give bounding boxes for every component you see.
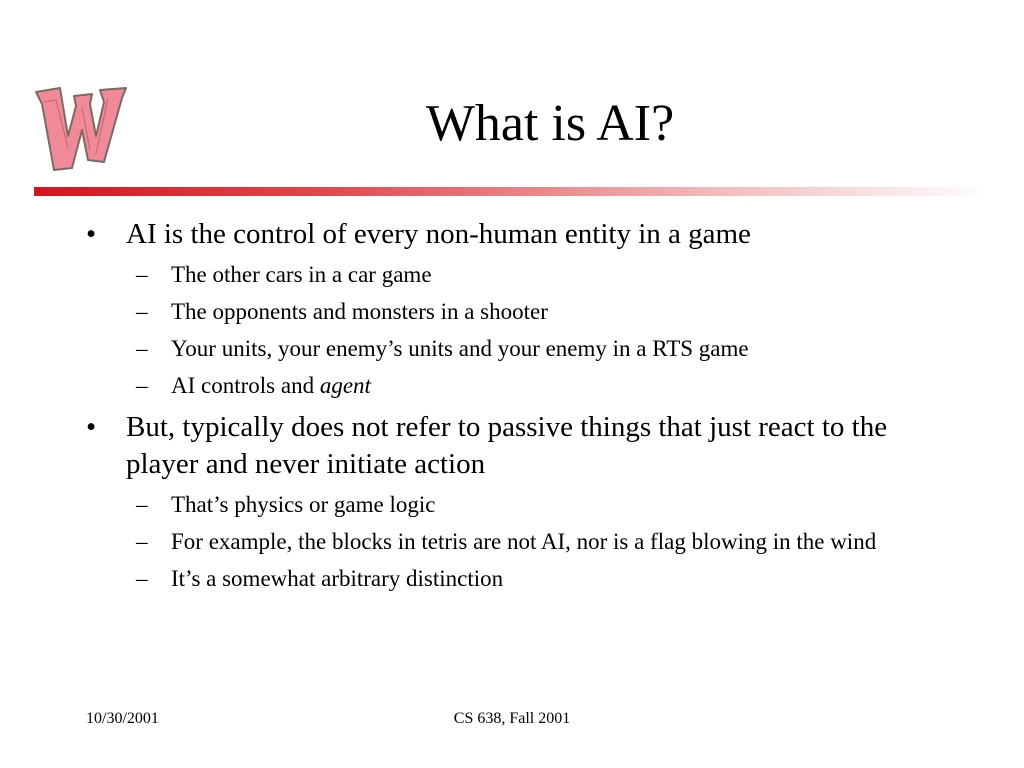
sub-bullet-list [86, 489, 956, 594]
dash-glyph: – [136, 336, 148, 361]
sub-bullet-text: It’s a somewhat arbitrary distinction [171, 566, 504, 591]
sub-bullet-item [86, 259, 956, 290]
dash-glyph: – [136, 262, 148, 287]
sub-bullet-text: The opponents and monsters in a shooter [171, 299, 548, 324]
sub-bullet-text: AI controls and [171, 373, 320, 398]
slide-title: What is AI? [425, 95, 675, 152]
motion-w-logo-icon [30, 78, 130, 176]
sub-bullet-item [86, 370, 956, 401]
dash-glyph: – [136, 566, 148, 591]
sub-bullet-text: That’s physics or game logic [171, 492, 436, 517]
sub-bullet-list [86, 259, 956, 401]
dash-glyph: – [136, 299, 148, 324]
dash-glyph: – [136, 373, 148, 398]
sub-bullet-item [86, 526, 956, 557]
sub-bullet-item [86, 489, 956, 520]
bullet-text: But, typically does not refer to passive things that just react to the player and never initiate action [126, 411, 888, 480]
sub-bullet-item [86, 333, 956, 364]
bullet-item [86, 409, 956, 483]
dash-glyph: – [136, 492, 148, 517]
sub-bullet-text: For example, the blocks in tetris are not AI, nor is a flag blowing in the wind [171, 529, 877, 554]
bullet-item [86, 216, 956, 253]
sub-bullet-item [86, 563, 956, 594]
sub-bullet-text: The other cars in a car game [171, 262, 432, 287]
sub-bullet-item [86, 296, 956, 327]
footer-course: CS 638, Fall 2001 [453, 710, 571, 727]
slide-body [86, 208, 956, 594]
title-divider [34, 187, 992, 196]
sub-bullet-text: Your units, your enemy’s units and your enemy in a RTS game [171, 336, 749, 361]
dash-glyph: – [136, 529, 148, 554]
emphasized-term: agent [319, 373, 371, 398]
bullet-glyph: • [86, 411, 97, 443]
bullet-glyph: • [86, 218, 97, 250]
bullet-text: AI is the control of every non-human entity in a game [126, 218, 751, 250]
footer-date: 10/30/2001 [86, 710, 159, 727]
